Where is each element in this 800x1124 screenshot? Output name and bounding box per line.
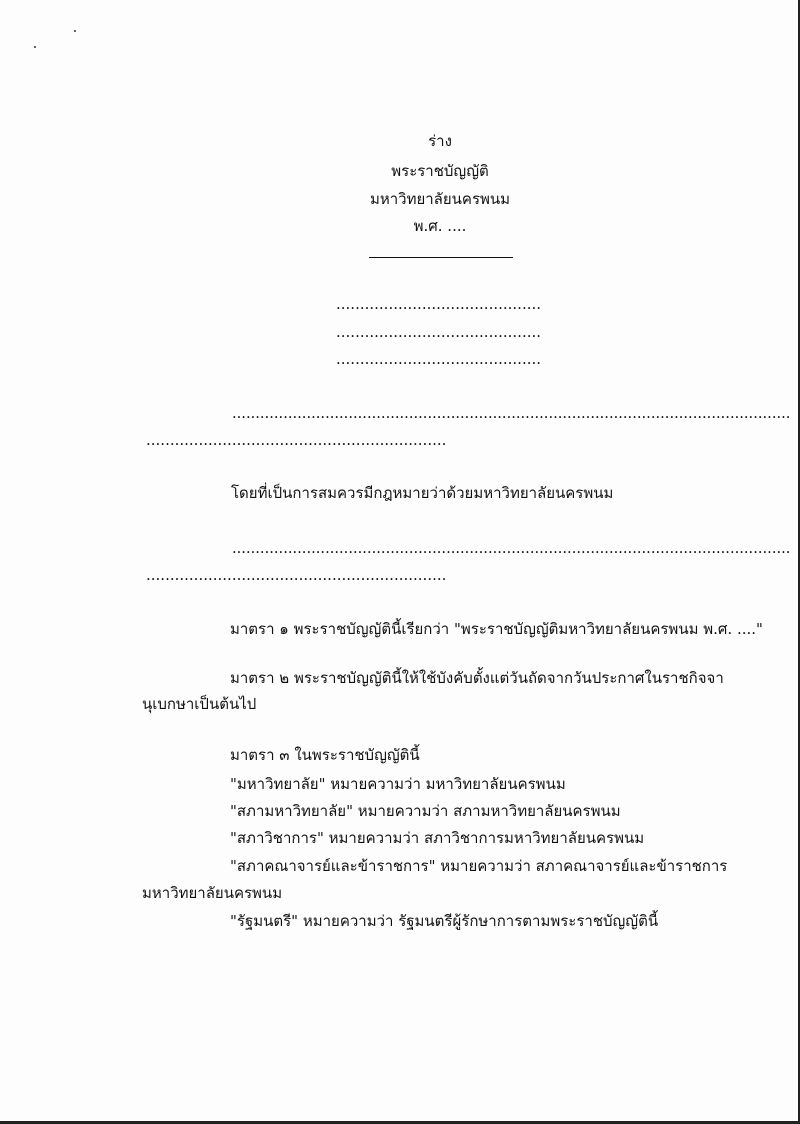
- preamble-2-line-2: ...............................................................: [146, 566, 447, 584]
- act-year: พ.ศ. ....: [413, 217, 467, 235]
- definition-faculty-line-1: "สภาคณาจารย์และข้าราชการ" หมายความว่า สภาคณาจารย์และข้าราชการ: [230, 857, 728, 875]
- scan-speck: [34, 46, 36, 48]
- definition-minister: "รัฐมนตรี" หมายความว่า รัฐมนตรีผู้รักษาการตามพระราชบัญญัตินี้: [230, 912, 659, 930]
- preamble-1-line-2: ...............................................................: [146, 431, 447, 449]
- whereas-clause: โดยที่เป็นการสมควรมีกฎหมายว่าด้วยมหาวิทยาลัยนครพนม: [231, 484, 614, 502]
- section-2-line-1: มาตรา ๒ พระราชบัญญัตินี้ให้ใช้บังคับตั้งแต่วันถัดจากวันประกาศในราชกิจจา: [230, 669, 724, 687]
- act-type: พระราชบัญญัติ: [391, 162, 489, 180]
- definition-academic: "สภาวิชาการ" หมายความว่า สภาวิชาการมหาวิทยาลัยนครพนม: [230, 829, 645, 847]
- dot-line-2: ...........................................: [336, 323, 542, 341]
- preamble-1-line-1: ........................................................................................................................: [232, 404, 791, 422]
- section-1: มาตรา ๑ พระราชบัญญัตินี้เรียกว่า "พระราชบัญญัติมหาวิทยาลัยนครพนม พ.ศ. ....": [230, 620, 763, 638]
- draft-label: ร่าง: [428, 132, 452, 150]
- definition-faculty-line-2: มหาวิทยาลัยนครพนม: [142, 884, 283, 902]
- title-underline: [369, 257, 513, 258]
- section-2-line-2: นุเบกษาเป็นต้นไป: [142, 695, 257, 713]
- definition-council: "สภามหาวิทยาลัย" หมายความว่า สภามหาวิทยาลัยนครพนม: [230, 802, 621, 820]
- act-name: มหาวิทยาลัยนครพนม: [369, 190, 511, 208]
- definition-university: "มหาวิทยาลัย" หมายความว่า มหาวิทยาลัยนครพนม: [230, 775, 566, 793]
- preamble-2-line-1: ........................................................................................................................: [232, 539, 791, 557]
- scan-speck: [74, 30, 76, 32]
- dot-line-1: ...........................................: [336, 295, 542, 313]
- section-3-title: มาตรา ๓ ในพระราชบัญญัตินี้: [230, 746, 420, 764]
- dot-line-3: ...........................................: [336, 350, 542, 368]
